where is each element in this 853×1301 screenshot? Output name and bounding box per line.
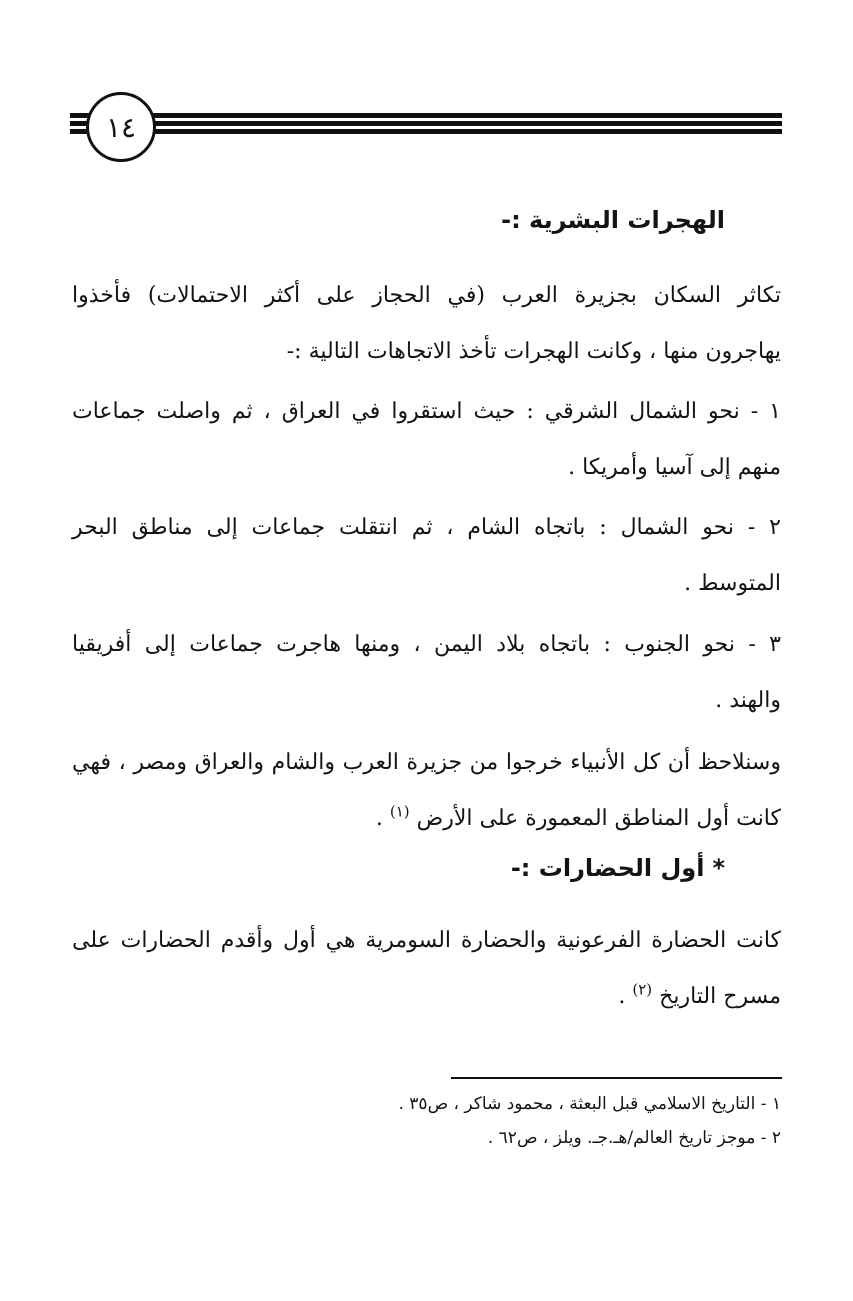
migration-item-1 — [72, 384, 781, 496]
closing-line-1: وسنلاحظ أن كل الأنبياء خرجوا من جزيرة العرب والشام والعراق ومصر ، فهي — [72, 750, 781, 775]
footnote-2: ٢ - موجز تاريخ العالم/هـ.جـ. ويلز ، ص٦٢ . — [487, 1128, 781, 1148]
closing-line-2 — [72, 791, 781, 847]
star-bullet: * — [712, 854, 725, 882]
item-3-line-1: ٣ - نحو الجنوب : باتجاه بلاد اليمن ، ومنها هاجرت جماعات إلى أفريقيا — [72, 632, 781, 657]
civilizations-line-2 — [72, 969, 781, 1025]
page-number-text: ١٤ — [105, 110, 137, 144]
page-number — [86, 92, 156, 162]
closing-paragraph — [72, 735, 781, 847]
header-rule-middle — [70, 121, 782, 126]
footnote-ref-1: (١) — [389, 802, 410, 821]
civilizations-line-2-text: مسرح التاريخ — [659, 984, 781, 1009]
migration-item-3 — [72, 617, 781, 729]
closing-line-2-text: كانت أول المناطق المعمورة على الأرض — [416, 806, 781, 831]
section2-heading-text: أول الحضارات :- — [510, 854, 705, 882]
section-heading-human-migrations: الهجرات البشرية :- — [501, 206, 725, 234]
migration-item-2 — [72, 500, 781, 612]
footnote-1: ١ - التاريخ الاسلامي قبل البعثة ، محمود شاكر ، ص٣٥ . — [398, 1094, 781, 1114]
section-heading-first-civilizations — [511, 854, 725, 882]
item-2-line-2: المتوسط . — [684, 571, 781, 596]
civilizations-line-1: كانت الحضارة الفرعونية والحضارة السومرية هي أول وأقدم الحضارات على — [72, 928, 781, 953]
item-2-line-1: ٢ - نحو الشمال : باتجاه الشام ، ثم انتقلت جماعات إلى مناطق البحر — [72, 515, 781, 540]
item-3-line-2: والهند . — [715, 688, 781, 713]
item-1-line-2: منهم إلى آسيا وأمريكا . — [568, 455, 781, 480]
intro-line-2: يهاجرون منها ، وكانت الهجرات تأخذ الاتجاهات التالية :- — [286, 339, 781, 364]
header-rule-top — [70, 113, 782, 118]
footnote-ref-2: (٢) — [632, 980, 653, 999]
footnote-separator — [451, 1077, 782, 1079]
closing-line-2-end: . — [375, 806, 383, 831]
civilizations-paragraph — [72, 913, 781, 1025]
header-rule-bottom — [70, 129, 782, 134]
civilizations-line-2-end: . — [618, 984, 626, 1009]
intro-paragraph — [72, 268, 781, 380]
intro-line-1: تكاثر السكان بجزيرة العرب (في الحجاز على أكثر الاحتمالات) فأخذوا — [72, 283, 781, 308]
item-1-line-1: ١ - نحو الشمال الشرقي : حيث استقروا في العراق ، ثم واصلت جماعات — [72, 399, 781, 424]
